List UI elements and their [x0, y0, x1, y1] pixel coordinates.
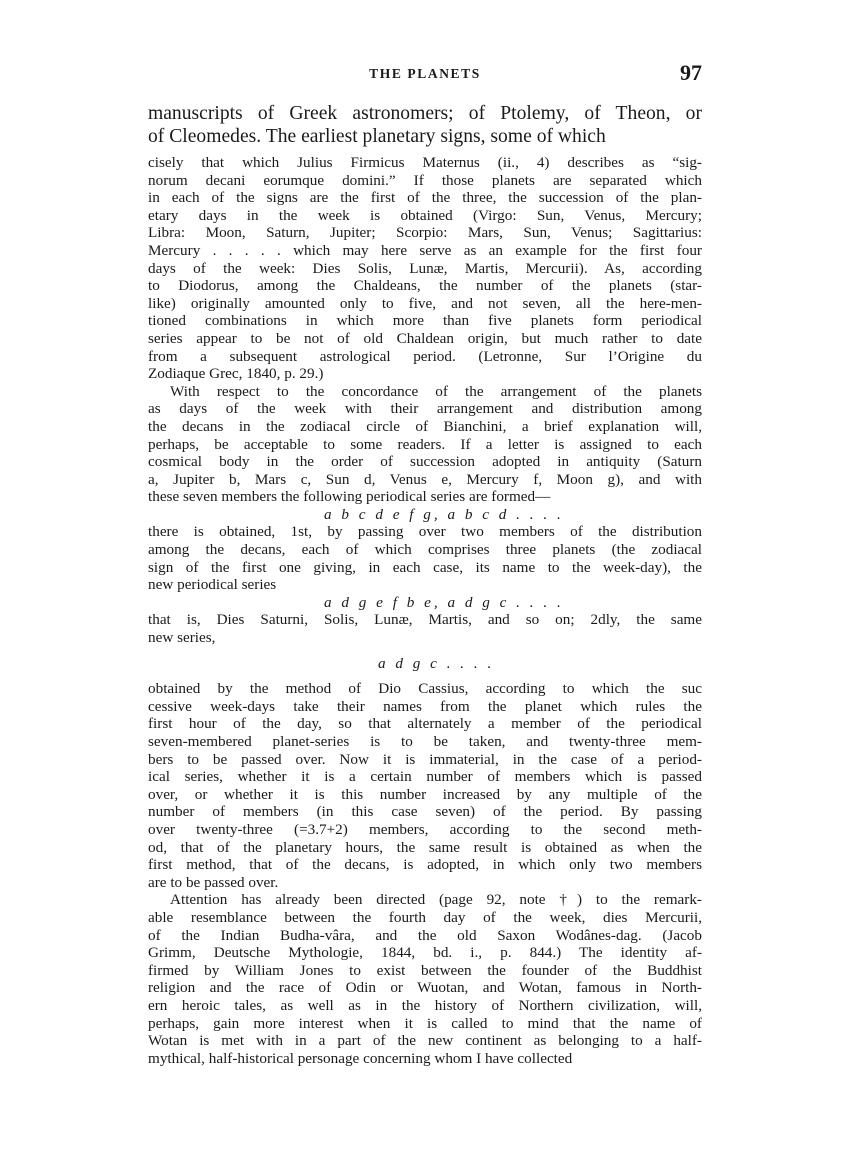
text-line: obtained by the method of Dio Cassius, according to which the suc: [148, 680, 702, 698]
running-head: [148, 58, 702, 92]
text-line: new periodical series: [148, 576, 277, 594]
text-line: there is obtained, 1st, by passing over two members of the distribution: [148, 523, 702, 541]
text-line: first method, that of the decans, is adopted, in which only two members: [148, 856, 702, 874]
text-line: cosmical body in the order of succession adopted in antiquity (Saturn: [148, 453, 702, 471]
text-line: od, that of the planetary hours, the same result is obtained as when the: [148, 838, 702, 856]
text-line: from a subsequent astrological period. (Letronne, Sur l’Origine du: [148, 347, 702, 365]
letter-series-formula: a d g e f b e, a d g c . . . .: [324, 593, 564, 611]
text-line: etary days in the week is obtained (Virgo: Sun, Venus, Mercury;: [148, 206, 702, 224]
text-line: Grimm, Deutsche Mythologie, 1844, bd. i., p. 844.) The identity af-: [148, 944, 702, 962]
text-line: Wotan is met with in a part of the new continent as belonging to a half-: [148, 1032, 702, 1050]
text-line: seven-membered planet-series is to be taken, and twenty-three mem-: [148, 733, 702, 750]
text-line: the decans in the zodiacal circle of Bianchini, a brief explanation will,: [148, 417, 702, 435]
text-line: cessive week-days take their names from the planet which rules the: [148, 697, 702, 715]
text-line: ical series, whether it is a certain number of members which is passed: [148, 768, 702, 786]
text-line: manuscripts of Greek astronomers; of Ptolemy, of Theon, or: [148, 103, 702, 124]
text-line: are to be passed over.: [148, 873, 279, 891]
text-line: able resemblance between the fourth day of the week, dies Mercurii,: [148, 908, 702, 926]
text-line: days of the week: Dies Solis, Lunæ, Martis, Mercurii). As, according: [148, 259, 702, 277]
note-paragraph: [148, 154, 702, 383]
series-paragraph: [148, 611, 702, 646]
text-line: that is, Dies Saturni, Solis, Lunæ, Martis, and so on; 2dly, the same: [148, 611, 702, 629]
text-line: perhaps, gain more interest when it is called to mind that the name of: [148, 1014, 702, 1032]
text-line: With respect to the concordance of the arrangement of the planets: [170, 382, 702, 400]
text-line: a, Jupiter b, Mars c, Sun d, Venus e, Mercury f, Moon g), and with: [148, 470, 702, 488]
text-line: like) originally amounted only to five, and not seven, all the here-men-: [148, 294, 702, 312]
letter-series-formula: a d g c . . . .: [378, 654, 495, 672]
text-line: number of members (in this case seven) of the period. By passing: [148, 803, 702, 821]
text-line: cisely that which Julius Firmicus Maternus (ii., 4) describes as “sig-: [148, 154, 702, 171]
text-line: to Diodorus, among the Chaldeans, the number of the planets (star-: [148, 277, 702, 295]
text-line: over twenty-three (=3.7+2) members, according to the second meth-: [148, 820, 702, 838]
page-number: 97: [680, 60, 702, 85]
text-line: first hour of the day, so that alternately a member of the periodical: [148, 715, 702, 733]
text-line: over, or whether it is this number increased by any multiple of the: [148, 785, 702, 803]
text-line: as days of the week with their arrangement and distribution among: [148, 400, 702, 418]
text-line: mythical, half-historical personage concerning whom I have collected: [148, 1049, 573, 1067]
text-line: tioned combinations in which more than five planets form periodical: [148, 312, 702, 330]
text-line: Attention has already been directed (page 92, note †) to the remark-: [170, 891, 702, 909]
concordance-paragraph: [148, 383, 702, 506]
text-line: Libra: Moon, Saturn, Jupiter; Scorpio: Mars, Sun, Venus; Sagittarius:: [148, 224, 702, 242]
text-line: perhaps, be acceptable to some readers. If a letter is assigned to each: [148, 435, 702, 453]
wotan-paragraph: [148, 891, 702, 1067]
text-line: ern heroic tales, as well as in the history of Northern civilization, will,: [148, 996, 702, 1014]
note-text-block: [148, 154, 702, 1067]
main-text-block: [148, 102, 702, 148]
text-line: in each of the signs are the first of the three, the succession of the plan-: [148, 189, 702, 207]
text-line: Zodiaque Grec, 1840, p. 29.): [148, 365, 324, 383]
text-line: these seven members the following periodical series are formed—: [148, 488, 551, 506]
text-line: sign of the first one giving, in each case, its name to the week-day), the: [148, 558, 702, 576]
text-line: bers to be passed over. Now it is immaterial, in the case of a period-: [148, 750, 702, 768]
text-line: among the decans, each of which comprises three planets (the zodiacal: [148, 541, 702, 559]
text-line: religion and the race of Odin or Wuotan, and Wotan, famous in North-: [148, 979, 702, 997]
text-line: Mercury . . . . . which may here serve as an example for the first four: [148, 241, 702, 259]
running-title: THE PLANETS: [369, 66, 481, 81]
letter-series-formula: a b c d e f g, a b c d . . . .: [324, 505, 564, 523]
text-line: new series,: [148, 629, 216, 647]
decans-paragraph: [148, 523, 702, 593]
text-line: of Cleomedes. The earliest planetary signs, some of which: [148, 126, 606, 147]
text-line: firmed by William Jones to exist between the founder of the Buddhist: [148, 961, 702, 979]
text-line: series appear to be not of old Chaldean origin, but much rather to date: [148, 329, 702, 347]
text-line: of the Indian Budha-vâra, and the old Saxon Wodânes-dag. (Jacob: [148, 926, 702, 944]
book-page: [148, 58, 702, 1067]
dio-cassius-paragraph: [148, 680, 702, 891]
text-line: norum decani eorumque domini.” If those planets are separated which: [148, 171, 702, 189]
